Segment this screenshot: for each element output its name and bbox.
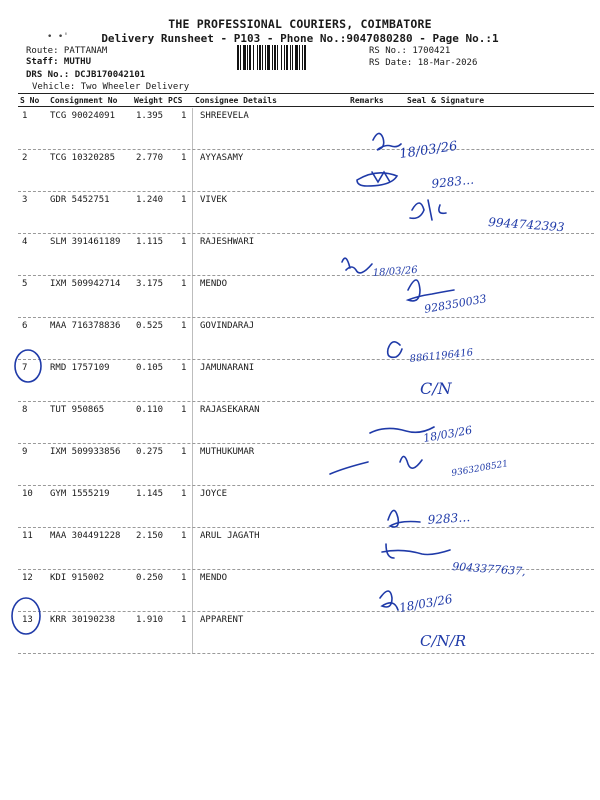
- table-row: [0, 192, 600, 234]
- handwritten-phone-row-3: 9944742393: [487, 215, 565, 235]
- row-consignee: RAJASEKARAN: [200, 405, 260, 415]
- row-consignee: MENDO: [200, 573, 228, 583]
- table-row: [0, 234, 600, 276]
- row-consignment-no: TCG 10320285: [50, 153, 116, 163]
- row-sno: 8: [22, 405, 28, 415]
- row-pcs: 1: [181, 321, 187, 331]
- barcode-bar: [302, 45, 303, 70]
- handwritten-cnr-row-13: C/N/R: [420, 632, 467, 650]
- row-pcs: 1: [181, 573, 187, 583]
- row-weight: 1.115: [136, 237, 164, 247]
- row-pcs: 1: [181, 279, 187, 289]
- row-pcs: 1: [181, 363, 187, 373]
- row-weight: 0.275: [136, 447, 164, 457]
- row-weight: 0.250: [136, 573, 164, 583]
- row-consignment-no: IXM 509933856: [50, 447, 121, 457]
- row-consignee: APPARENT: [200, 615, 244, 625]
- row-pcs: 1: [181, 111, 187, 121]
- barcode-bar: [247, 45, 248, 70]
- row-consignment-no: RMD 1757109: [50, 363, 110, 373]
- barcode-bar: [284, 45, 285, 70]
- row-weight: 0.525: [136, 321, 164, 331]
- column-divider: [192, 570, 193, 612]
- table-row: [0, 402, 600, 444]
- row-separator: [18, 653, 594, 654]
- row-sno: 9: [22, 447, 28, 457]
- row-weight: 1.145: [136, 489, 164, 499]
- row-sno: 5: [22, 279, 28, 289]
- row-sno: 4: [22, 237, 28, 247]
- row-weight: 1.910: [136, 615, 164, 625]
- row-consignment-no: GYM 1555219: [50, 489, 110, 499]
- barcode-bar: [281, 45, 282, 70]
- row-consignment-no: MAA 716378836: [50, 321, 121, 331]
- column-divider: [192, 402, 193, 444]
- row-consignment-no: KRR 30190238: [50, 615, 116, 625]
- row-consignee: SHREEVELA: [200, 111, 249, 121]
- row-consignee: MUTHUKUMAR: [200, 447, 255, 457]
- column-divider: [192, 150, 193, 192]
- col-sno: S No: [20, 96, 40, 105]
- column-divider: [192, 486, 193, 528]
- barcode-bar: [299, 45, 300, 70]
- barcode-bar: [272, 45, 273, 70]
- row-pcs: 1: [181, 405, 187, 415]
- handwritten-phone-row-10: 9283…: [427, 510, 471, 527]
- barcode-bar: [240, 45, 241, 70]
- barcode-bar: [277, 45, 278, 70]
- row-sno: 13: [22, 615, 33, 625]
- staff-label: Staff: MUTHU: [26, 57, 92, 67]
- row-pcs: 1: [181, 237, 187, 247]
- row-weight: 1.240: [136, 195, 164, 205]
- handwritten-phone-row-9: 9363208521: [450, 459, 509, 479]
- table-row: [0, 486, 600, 528]
- row-sno: 6: [22, 321, 28, 331]
- row-sno: 10: [22, 489, 33, 499]
- row-pcs: 1: [181, 153, 187, 163]
- column-divider: [192, 276, 193, 318]
- barcode-bar: [262, 45, 263, 70]
- row-consignee: VIVEK: [200, 195, 228, 205]
- company-title: THE PROFESSIONAL COURIERS, COIMBATORE: [168, 17, 432, 31]
- table-row: [0, 612, 600, 654]
- row-consignment-no: GDR 5452751: [50, 195, 110, 205]
- handwritten-date-row-5: 18/03/26: [372, 264, 419, 279]
- row-sno: 1: [22, 111, 28, 121]
- route-label: Route: PATTANAM: [26, 46, 108, 56]
- row-pcs: 1: [181, 615, 187, 625]
- handwritten-phone-row-7: 8861196416: [409, 347, 474, 365]
- table-row: [0, 444, 600, 486]
- barcode-bar: [274, 45, 276, 70]
- header-rule-bottom: [18, 106, 594, 107]
- corner-marks: • •': [47, 32, 69, 42]
- vehicle-label: Vehicle: Two Wheeler Delivery: [32, 82, 190, 92]
- col-consignment: Consignment No: [50, 96, 118, 105]
- row-pcs: 1: [181, 447, 187, 457]
- handwritten-phone-row-11: 9043377637,: [451, 560, 527, 579]
- row-consignment-no: IXM 509942714: [50, 279, 121, 289]
- rs-date: RS Date: 18-Mar-2026: [369, 58, 478, 68]
- row-sno: 12: [22, 573, 33, 583]
- table-row: [0, 276, 600, 318]
- column-divider: [192, 528, 193, 570]
- row-consignee: ARUL JAGATH: [200, 531, 260, 541]
- column-divider: [192, 192, 193, 234]
- table-row: [0, 108, 600, 150]
- drs-number: DRS No.: DCJB170042101: [26, 70, 146, 80]
- row-pcs: 1: [181, 489, 187, 499]
- row-weight: 2.150: [136, 531, 164, 541]
- barcode-bar: [257, 45, 258, 70]
- table-row: [0, 150, 600, 192]
- col-seal-signature: Seal & Signature: [407, 96, 485, 105]
- row-consignment-no: SLM 391461189: [50, 237, 121, 247]
- column-divider: [192, 108, 193, 150]
- row-sno: 7: [22, 363, 28, 373]
- row-weight: 0.105: [136, 363, 164, 373]
- column-divider: [192, 234, 193, 276]
- row-consignee: GOVINDARAJ: [200, 321, 255, 331]
- row-weight: 0.110: [136, 405, 164, 415]
- table-row: [0, 360, 600, 402]
- barcode-bar: [249, 45, 251, 70]
- barcode-bar: [259, 45, 261, 70]
- row-weight: 1.395: [136, 111, 164, 121]
- rs-number: RS No.: 1700421: [369, 46, 451, 56]
- row-consignee: JAMUNARANI: [200, 363, 255, 373]
- table-row: [0, 528, 600, 570]
- table-row: [0, 570, 600, 612]
- column-divider: [192, 318, 193, 360]
- row-consignment-no: TUT 950865: [50, 405, 105, 415]
- row-sno: 2: [22, 153, 28, 163]
- handwritten-phone-row-6: 928350033: [423, 292, 488, 316]
- barcode-bar: [295, 45, 298, 70]
- handwritten-date-row-1: 18/03/26: [398, 138, 459, 162]
- row-sno: 11: [22, 531, 33, 541]
- barcode-bar: [253, 45, 254, 70]
- table-row: [0, 318, 600, 360]
- col-remarks: Remarks: [350, 96, 384, 105]
- col-pcs: PCS: [168, 96, 183, 105]
- header-rule-top: [18, 93, 594, 94]
- row-consignment-no: KDI 915002: [50, 573, 105, 583]
- row-consignee: MENDO: [200, 279, 228, 289]
- col-consignee: Consignee Details: [195, 96, 277, 105]
- column-divider: [192, 360, 193, 402]
- barcode-bar: [304, 45, 306, 70]
- row-sno: 3: [22, 195, 28, 205]
- column-divider: [192, 444, 193, 486]
- row-pcs: 1: [181, 531, 187, 541]
- runsheet-subtitle: Delivery Runsheet - P103 - Phone No.:9047080280 - Page No.:1: [101, 32, 499, 45]
- barcode-bar: [292, 45, 293, 70]
- column-divider: [192, 612, 193, 654]
- barcode-bar: [265, 45, 266, 70]
- barcode: [237, 45, 365, 70]
- row-weight: 2.770: [136, 153, 164, 163]
- barcode-bar: [243, 45, 246, 70]
- barcode-bar: [237, 45, 239, 70]
- row-pcs: 1: [181, 195, 187, 205]
- handwritten-cn-row-7: C/N: [420, 379, 452, 398]
- row-consignee: RAJESHWARI: [200, 237, 255, 247]
- row-consignee: AYYASAMY: [200, 153, 244, 163]
- handwritten-phone-row-2: 9283…: [430, 172, 475, 191]
- barcode-bar: [290, 45, 291, 70]
- row-weight: 3.175: [136, 279, 164, 289]
- row-consignee: JOYCE: [200, 489, 228, 499]
- row-consignment-no: TCG 90024091: [50, 111, 116, 121]
- barcode-bar: [286, 45, 288, 70]
- row-consignment-no: MAA 304491228: [50, 531, 121, 541]
- barcode-bar: [267, 45, 270, 70]
- handwritten-date-row-8: 18/03/26: [422, 423, 474, 445]
- col-weight: Weight: [134, 96, 163, 105]
- handwritten-date-row-12: 18/03/26: [398, 591, 454, 615]
